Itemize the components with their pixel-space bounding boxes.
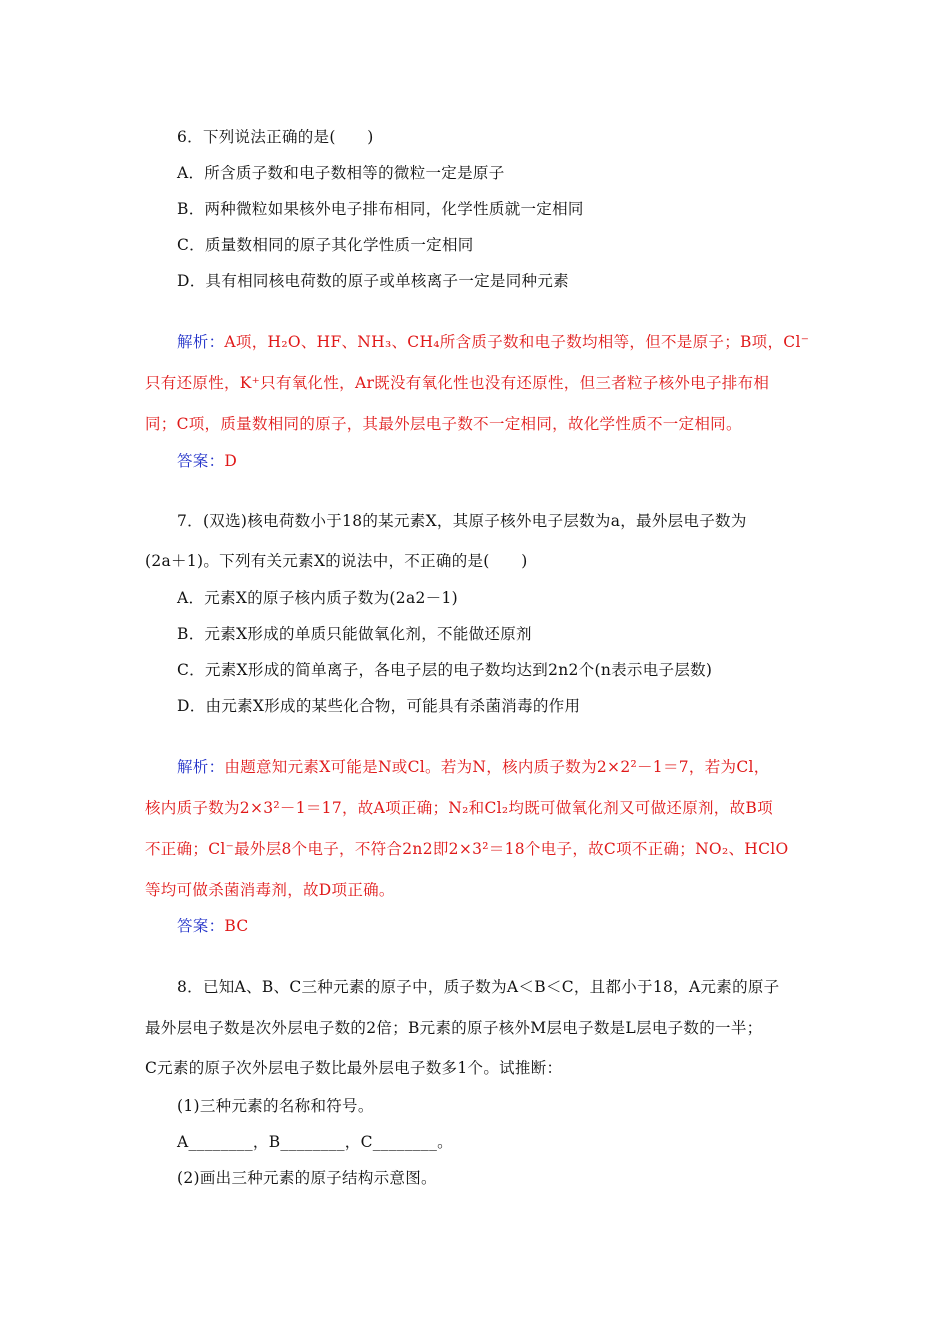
- q6-option-c: C．质量数相同的原子其化学性质一定相同: [177, 236, 474, 254]
- analysis-label: 解析：: [177, 333, 225, 351]
- q6-option-d: D．具有相同核电荷数的原子或单核离子一定是同种元素: [177, 272, 569, 290]
- q8-sub1: (1)三种元素的名称和符号。: [177, 1097, 374, 1115]
- q8-stem-line-1: 8．已知A、B、C三种元素的原子中，质子数为A＜B＜C，且都小于18，A元素的原子: [177, 978, 780, 996]
- q6-analysis-line-2: 只有还原性，K⁺只有氧化性，Ar既没有氧化性也没有还原性，但三者粒子核外电子排布相: [145, 374, 770, 392]
- q7-option-c: C．元素X形成的简单离子，各电子层的电子数均达到2n2个(n表示电子层数): [177, 661, 713, 679]
- q6-option-a: A．所含质子数和电子数相等的微粒一定是原子: [177, 164, 505, 182]
- q7-stem-line-1: 7．(双选)核电荷数小于18的某元素X，其原子核外电子层数为a，最外层电子数为: [177, 512, 747, 530]
- q6-analysis-line-1: [177, 332, 809, 352]
- q7-option-b: B．元素X形成的单质只能做氧化剂，不能做还原剂: [177, 625, 532, 643]
- q7-option-d: D．由元素X形成的某些化合物，可能具有杀菌消毒的作用: [177, 697, 581, 715]
- q6-stem: 6．下列说法正确的是( ): [177, 128, 374, 146]
- answer-value: BC: [224, 917, 249, 935]
- q7-analysis-line-2: 核内质子数为2×3²－1＝17，故A项正确；N₂和Cl₂均既可做氧化剂又可做还原剂，故B项: [145, 799, 773, 817]
- answer-label: 答案：: [177, 452, 225, 470]
- q8-sub2: (2)画出三种元素的原子结构示意图。: [177, 1169, 437, 1187]
- analysis-text: 由题意知元素X可能是N或Cl。若为N，核内质子数为2×2²－1＝7，若为Cl，: [224, 758, 770, 776]
- q7-analysis-line-1: [177, 757, 770, 777]
- q7-analysis-line-4: 等均可做杀菌消毒剂，故D项正确。: [145, 881, 395, 899]
- answer-label: 答案：: [177, 917, 225, 935]
- analysis-text: A项，H₂O、HF、NH₃、CH₄所含质子数和电子数均相等，但不是原子；B项，Cl⁻: [224, 333, 810, 351]
- q7-stem-line-2: (2a＋1)。下列有关元素X的说法中，不正确的是( ): [145, 552, 528, 570]
- q6-answer: [177, 451, 237, 471]
- analysis-label: 解析：: [177, 758, 225, 776]
- q7-option-a: A．元素X的原子核内质子数为(2a2－1): [177, 589, 458, 607]
- q8-stem-line-3: C元素的原子次外层电子数比最外层电子数多1个。试推断：: [145, 1059, 563, 1077]
- q8-blanks: A________，B________，C________。: [177, 1133, 453, 1151]
- q6-option-b: B．两种微粒如果核外电子排布相同，化学性质就一定相同: [177, 200, 584, 218]
- q8-stem-line-2: 最外层电子数是次外层电子数的2倍；B元素的原子核外M层电子数是L层电子数的一半；: [145, 1019, 763, 1037]
- q7-analysis-line-3: 不正确；Cl⁻最外层8个电子，不符合2n2即2×3²＝18个电子，故C项不正确；NO₂、HClO: [145, 840, 789, 858]
- q6-analysis-line-3: 同；C项，质量数相同的原子，其最外层电子数不一定相同，故化学性质不一定相同。: [145, 415, 742, 433]
- answer-value: D: [224, 452, 238, 470]
- q7-answer: [177, 916, 249, 936]
